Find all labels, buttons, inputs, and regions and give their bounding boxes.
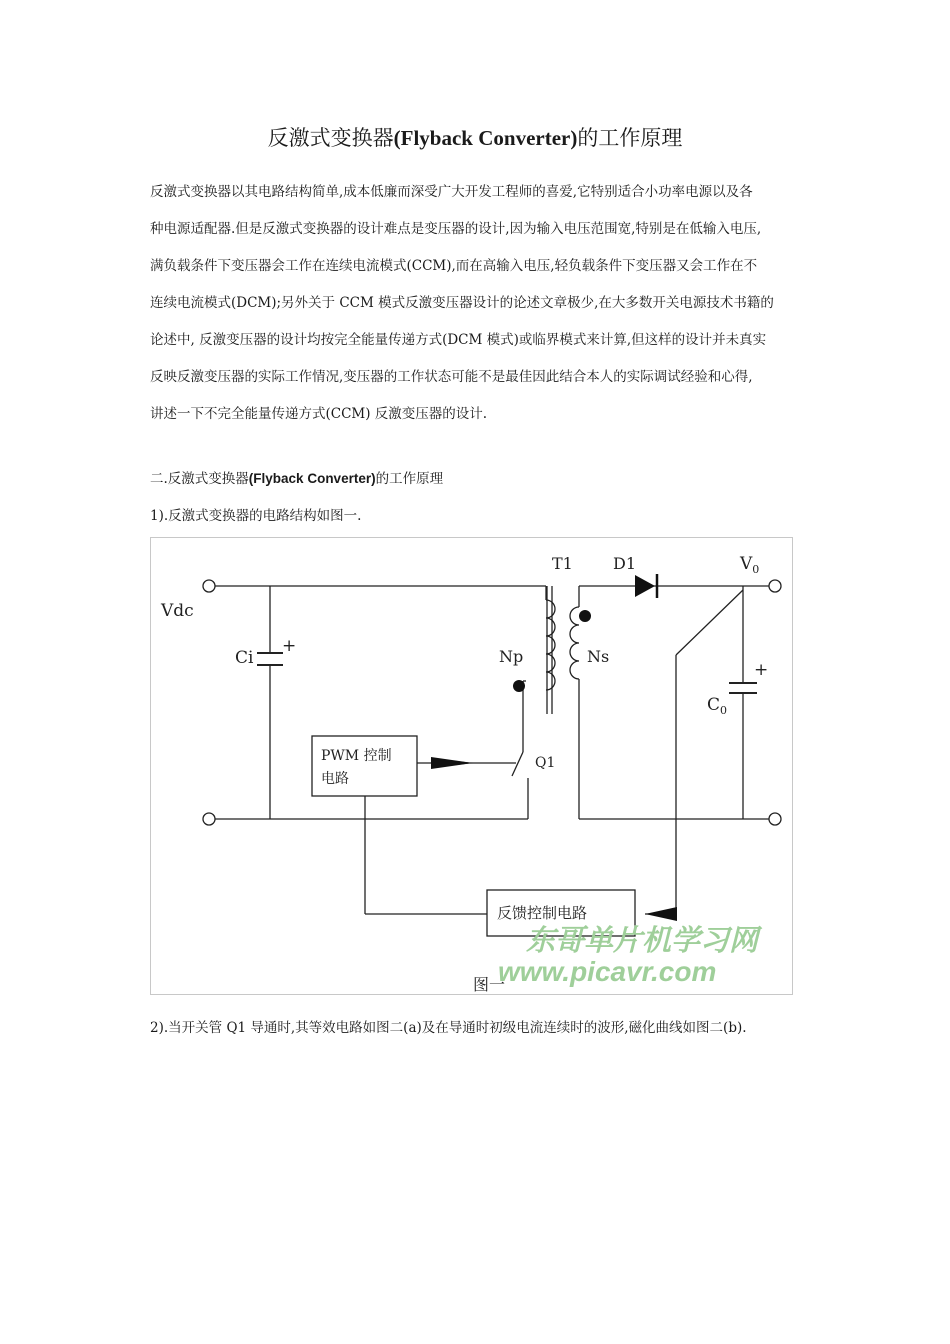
d1-label: D1 [613, 554, 637, 573]
q1-label: Q1 [535, 755, 556, 771]
document-title: 反激式变换器(Flyback Converter)的工作原理 [267, 126, 683, 150]
watermark-url: www.picavr.com [498, 956, 717, 987]
ns-label: Ns [587, 647, 610, 666]
vdc-label: Vdc [161, 601, 194, 621]
feedback-label: 反馈控制电路 [497, 904, 588, 922]
intro-line: 种电源适配器.但是反激式变换器的设计难点是变压器的设计,因为输入电压范围宽,特别是在低输入电压, [150, 221, 762, 237]
pwm-label-line1: PWM 控制 [321, 748, 392, 764]
section-2-heading: 二.反激式变换器(Flyback Converter)的工作原理 [150, 471, 444, 487]
pwm-label-line2: 电路 [321, 771, 349, 787]
item-1-text: 1).反激式变换器的电路结构如图一. [150, 508, 362, 524]
intro-line: 反激式变换器以其电路结构简单,成本低廉而深受广大开发工程师的喜爱,它特别适合小功率电源以及各 [150, 184, 753, 200]
intro-line: 讲述一下不完全能量传递方式(CCM) 反激变压器的设计. [150, 406, 488, 422]
ci-plus-label: + [282, 636, 297, 656]
circuit-figure [150, 537, 793, 995]
intro-paragraph [150, 183, 805, 442]
watermark-cn: 东哥单片机学习网 [526, 925, 759, 957]
intro-line: 满负载条件下变压器会工作在连续电流模式(CCM),而在高输入电压,轻负载条件下变压器又会工作在不 [150, 258, 758, 274]
t1-label: T1 [552, 554, 573, 573]
intro-line: 连续电流模式(DCM);另外关于 CCM 模式反激变压器设计的论述文章极少,在大多数开关电源技术书籍的 [150, 295, 774, 311]
flyback-circuit-diagram [151, 538, 794, 996]
item-2-text: 2).当开关管 Q1 导通时,其等效电路如图二(a)及在导通时初级电流连续时的波形,磁化曲线如图二(b). [150, 1020, 747, 1036]
ci-label: Ci [235, 648, 254, 668]
intro-line: 论述中, 反激变压器的设计均按完全能量传递方式(DCM 模式)或临界模式来计算,但这样的设计并未真实 [150, 332, 767, 348]
intro-line: 反映反激变压器的实际工作情况,变压器的工作状态可能不是最佳因此结合本人的实际调试经验和心得, [150, 369, 753, 385]
np-label: Np [499, 647, 524, 666]
co-label: $C_0$ [707, 695, 728, 717]
figure-caption: 图一 [473, 975, 506, 994]
co-plus-label: + [754, 660, 769, 680]
vo-label: $V_0$ [740, 554, 760, 576]
